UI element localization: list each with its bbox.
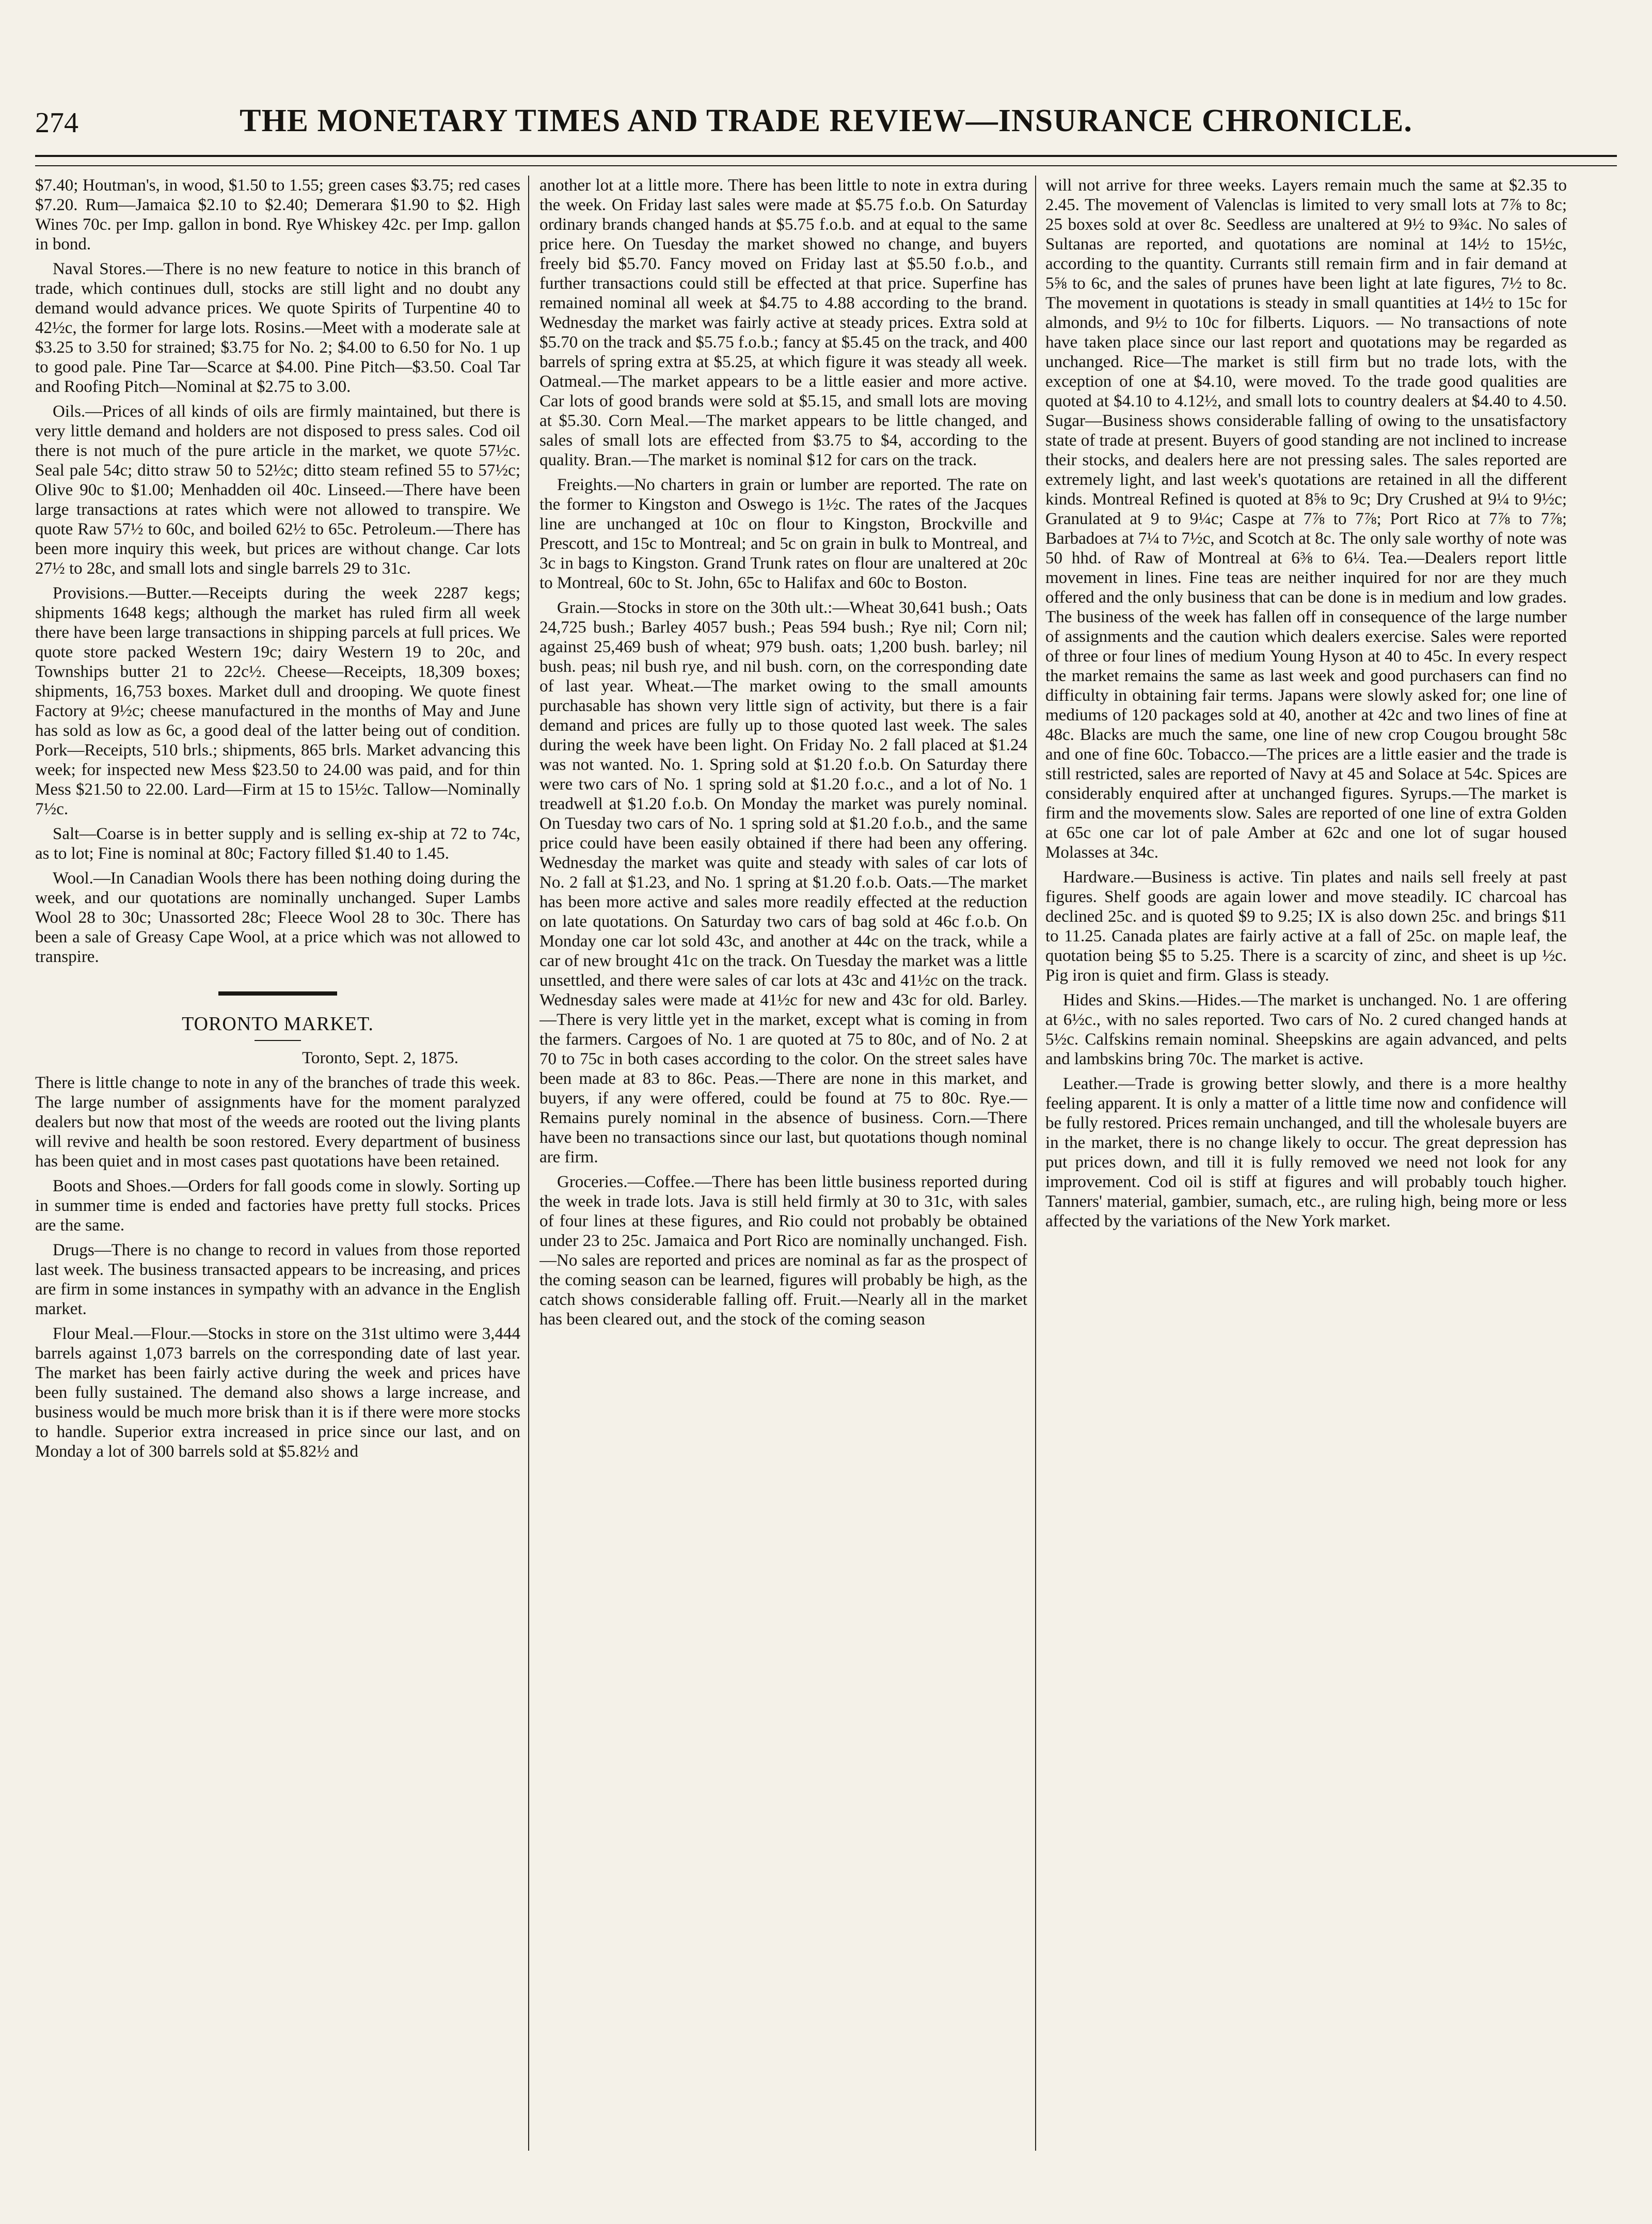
- section-divider: [218, 991, 337, 996]
- paragraph-freights: Freights.—No charters in grain or lumber are reported. The rate on the former to Kingston and Oswego is 1½c. The rates of the Jacques line are unchanged at 10c on flour to Kingston, Brockville and Prescott, and 15c to Montreal; and 5c on grain in bulk to Montreal, and 3c in bags to Kingston. Grand Trunk rates on flour are unaltered at 20c to Montreal, 60c to St. John, 65c to Halifax and 60c to Boston.: [539, 476, 1027, 592]
- paragraph-flour-cont: another lot at a little more. There has been little to note in extra during the week. On Friday last sales were made at $5.75 f.o.b. On Saturday ordinary brands changed hands at $5.75 f.o.b. and at equal to the same price here. On Tuesday the market showed no change, and buyers freely bid $5.70. Fancy moved on Friday last at $5.50 f.o.b., and further transactions could still be effected at that price. Superfine has remained nominal all week at $4.75 to 4.88 according to the brand. Wednesday the market was fairly active at steady prices. Extra sold at $5.70 on the track and $5.75 f.o.b.; fancy at $5.45 on the track, and 400 barrels of spring extra at $5.25, at which figure it was steady all week. Oatmeal.—The market appears to be a little easier and more active. Car lots of good brands were sold at $5.15, and small lots are moving at $5.30. Corn Meal.—The market appears to be little changed, and sales of small lots are effected from $3.75 to $4, according to the quality. Bran.—The market is nominal $12 for cars on the track.: [539, 176, 1027, 469]
- paragraph-grain: Grain.—Stocks in store on the 30th ult.:—Wheat 30,641 bush.; Oats 24,725 bush.; Barley 4057 bush.; Peas 594 bush.; Rye nil; Corn nil; against 25,469 bush of wheat; 979 bush. oats; 1,200 bush. barley; nil bush. peas; nil bush rye, and nil bush. corn, on the corresponding date of last year. Wheat.—The market owing to the small amounts purchasable has shown very little sign of activity, but there is a fair demand and prices are fully up to those quoted last week. The sales during the week have been light. On Friday No. 2 fall placed at $1.24 was not wanted. No. 1. Spring sold at $1.20 f.o.b. On Saturday there were two cars of No. 1 spring sold at $1.20 f.o.c., and a lot of No. 1 treadwell at $1.20 f.o.b. On Monday the market was purely nominal. On Tuesday two cars of No. 1 spring sold at $1.20 f.o.b., and the same price could have been easily obtained if there had been any offering. Wednesday the market was quite and steady with sales of car lots of No. 2 fall at $1.23, and No. 1 spring at $1.20 f.o.b. Oats.—The market has been more active and sales more readily effected at the reduction on late quotations. On Saturday two cars of bag sold at 46c f.o.b. On Monday one car lot sold 43c, and another at 44c on the track, while a car of new brought 41c on the track. On Tuesday the market was a little unsettled, and there were sales of car lots at 43c and 41½c on the track. Wednesday sales were made at 41½c for new and 43c for old. Barley.—There is very little yet in the market, except what is coming in from the farmers. Cargoes of No. 1 are quoted at 75 to 80c, and of No. 2 at 70 to 75c in both cases according to the color. On the street sales have been made at 83 to 86c. Peas.—There are none in this market, and buyers, if any were offered, could be found at 75 to 80c. Rye.—Remains purely nominal in the absence of business. Corn.—There have been no transactions since our last, but quotations though nominal are firm.: [539, 598, 1027, 1166]
- column-3: [1045, 176, 1567, 2158]
- paragraph-naval-stores: Naval Stores.—There is no new feature to notice in this branch of trade, which continues dull, stocks are still light and no doubt any demand would advance prices. We quote Spirits of Turpentine 40 to 42½c, the former for large lots. Rosins.—Meet with a moderate sale at $3.25 to 3.50 for strained; $3.75 for No. 2; $4.00 to 6.50 for No. 1 up to good pale. Pine Tar—Scarce at $4.00. Pine Pitch—$3.50. Coal Tar and Roofing Pitch—Nominal at $2.75 to 3.00.: [35, 260, 520, 396]
- paragraph-salt: Salt—Coarse is in better supply and is selling ex-ship at 72 to 74c, as to lot; Fine is nominal at 80c; Factory filled $1.40 to 1.45.: [35, 825, 520, 863]
- paragraph-leather: Leather.—Trade is growing better slowly, and there is a more healthy feeling apparent. It is only a matter of a little time now and confidence will be fully restored. Prices remain unchanged, and till the wholesale buyers are in the market, there is no change likely to occur. The great depression has put prices down, and till it is fully removed we need not look for any improvement. Cod oil is stiff at figures and will probably touch higher. Tanners' material, gambier, sumach, etc., are ruling high, being more or less affected by the variations of the New York market.: [1045, 1075, 1567, 1231]
- paragraph-boots-shoes: Boots and Shoes.—Orders for fall goods come in slowly. Sorting up in summer time is ended and factories have pretty full stocks. Prices are the same.: [35, 1177, 520, 1235]
- paragraph-hides-skins: Hides and Skins.—Hides.—The market is unchanged. No. 1 are offering at 6½c., with no sales reported. Two cars of No. 2 cured changed hands at 5½c. Calfskins remain nominal. Sheepskins are again advanced, and pelts and lambskins bring 70c. The market is active.: [1045, 991, 1567, 1068]
- paragraph-hardware: Hardware.—Business is active. Tin plates and nails sell freely at past figures. Shelf goods are again lower and move steadily. IC charcoal has declined 25c. and is quoted $9 to 9.25; IX is also down 25c. and brings $11 to 11.25. Canada plates are fairly active at a fall of 25c. on maple leaf, the quotation being $5 to 5.25. There is a scarcity of zinc, and sheet is up ½c. Pig iron is quiet and firm. Glass is steady.: [1045, 868, 1567, 985]
- dateline: Toronto, Sept. 2, 1875.: [302, 1049, 458, 1067]
- paragraph-provisions: Provisions.—Butter.—Receipts during the week 2287 kegs; shipments 1648 kegs; although the market has ruled firm all week there have been large transactions in shipping parcels at full prices. We quote store packed Western 19c; dairy Western 19 to 20c, and Townships butter 21 to 22c½. Cheese—Receipts, 18,309 boxes; shipments, 16,753 boxes. Market dull and drooping. We quote finest Factory at 9½c; cheese manufactured in the months of May and June has sold as low as 6c, a good deal of the latter being out of condition. Pork—Receipts, 510 brls.; shipments, 865 brls. Market advancing this week; for inspected new Mess $23.50 to 24.00 was paid, and for thin Mess $21.50 to 22.00. Lard—Firm at 15 to 15½c. Tallow—Nominally 7½c.: [35, 584, 520, 818]
- section-title: TORONTO MARKET.: [182, 1013, 374, 1035]
- header-rule-thin: [35, 165, 1617, 166]
- paragraph-oils: Oils.—Prices of all kinds of oils are firmly maintained, but there is very little demand and holders are not disposed to press sales. Cod oil there is not much of the pure article in the market, we quote 57½c. Seal pale 54c; ditto straw 50 to 52½c; ditto steam refined 55 to 57½c; Olive 90c to $1.00; Menhadden oil 40c. Linseed.—There have been large transactions at rates which were not allowed to transpire. We quote Raw 57½ to 60c, and boiled 62½ to 65c. Petroleum.—There has been more inquiry this week, but prices are without change. Car lots 27½ to 28c, and small lots and single barrels 29 to 31c.: [35, 402, 520, 578]
- page-number: 274: [35, 107, 78, 139]
- masthead-title: THE MONETARY TIMES AND TRADE REVIEW—INSURANCE CHRONICLE.: [240, 103, 1412, 138]
- paragraph-drugs: Drugs—There is no change to record in values from those reported last week. The business transacted appears to be increasing, and prices are firm in some instances in sympathy with an advance in the English market.: [35, 1241, 520, 1318]
- paragraph-groceries: Groceries.—Coffee.—There has been little business reported during the week in trade lots. Java is still held firmly at 30 to 31c, with sales of four lines at these figures, and Rio could not probably be obtained under 23 to 25c. Jamaica and Port Rico are nominally unchanged. Fish.—No sales are reported and prices are nominal as far as the prospect of the coming season can be learned, figures will probably be high, as the catch shows considerable falling off. Fruit.—Nearly all in the market has been cleared out, and the stock of the coming season: [539, 1173, 1027, 1329]
- column-1: [35, 176, 520, 2158]
- column-2: [539, 176, 1027, 2158]
- header-rule: [35, 155, 1617, 157]
- paragraph: $7.40; Houtman's, in wood, $1.50 to 1.55; green cases $3.75; red cases $7.20. Rum—Jamaica $2.10 to $2.40; Demerara $1.90 to $2. High Wines 70c. per Imp. gallon in bond. Rye Whiskey 42c. per Imp. gallon in bond.: [35, 176, 520, 254]
- paragraph-intro: There is little change to note in any of the branches of trade this week. The large number of assignments have for the moment paralyzed dealers but now that most of the weeds are rooted out the living plants will revive and health be soon restored. Every department of business has been quiet and in most cases past quotations have been retained.: [35, 1074, 520, 1171]
- column-divider: [1035, 176, 1036, 2151]
- paragraph-flour-meal: Flour Meal.—Flour.—Stocks in store on the 31st ultimo were 3,444 barrels against 1,073 barrels on the corresponding date of last year. The market has been fairly active during the week and prices have been fully sustained. The demand also shows a large increase, and business would be much more brisk than it is if there were more stocks to handle. Superior extra increased in price since our last, and on Monday a lot of 300 barrels sold at $5.82½ and: [35, 1324, 520, 1461]
- column-divider: [528, 176, 529, 2151]
- title-underline: [255, 1040, 301, 1041]
- paragraph-wool: Wool.—In Canadian Wools there has been nothing doing during the week, and our quotations are nominally unchanged. Super Lambs Wool 28 to 30c; Unassorted 28c; Fleece Wool 28 to 30c. There has been a sale of Greasy Cape Wool, at a price which was not allowed to transpire.: [35, 869, 520, 966]
- paragraph-groceries-cont: will not arrive for three weeks. Layers remain much the same at $2.35 to 2.45. The movement of Valenclas is limited to very small lots at 7⅞ to 8c; 25 boxes sold at over 8c. Seedless are unaltered at 9½ to 9¾c. No sales of Sultanas are reported, and quotations are nominal at 14½ to 15½c, according to the quantity. Currants still remain firm and in fair demand at 5⅝ to 6c, and the sales of prunes have been light at late figures, 7½ to 8c. The movement in quotations is steady in small quantities at 14½ to 15c for almonds, and 9½ to 10c for filberts. Liquors. — No transactions of note have taken place since our last report and quotations may be regarded as unchanged. Rice—The market is still firm but no trade lots, with the exception of one at $4.10, were moved. To the trade good qualities are quoted at $4.10 to 4.12½, and small lots to country dealers at $4.40 to 4.50. Sugar—Business shows considerable falling of owing to the unsatisfactory state of trade at present. Buyers of good standing are not inclined to increase their stocks, and dealers here are not pressing sales. The sales reported are extremely light, and last week's quotations are retained in all the different kinds. Montreal Refined is quoted at 8⅝ to 9c; Dry Crushed at 9¼ to 9½c; Granulated at 9 to 9¼c; Caspe at 7⅞ to 7⅞; Port Rico at 7⅞ to 7⅞; Barbadoes at 7¼ to 7½c, and Scotch at 8c. The only sale worthy of note was 50 hhd. of Raw of Montreal at 6⅜ to 6¼. Tea.—Dealers report little movement in lines. Fine teas are neither inquired for nor are they much offered and the only business that can be done is in medium and low grades. The business of the week has fallen off in consequence of the large number of assignments and the caution which dealers exercise. Sales were reported of three or four lines of medium Young Hyson at 40 to 45c. In every respect the market remains the same as last week and good purchasers can find no difficulty in obtaining fair terms. Japans were slowly asked for; one line of mediums of 120 packages sold at 40, another at 42c and two lines of fine at 48c. Blacks are much the same, one line of new crop Cougou brought 58c and one of fine 60c. Tobacco.—The prices are a little easier and the trade is still restricted, sales are reported of Navy at 45 and Solace at 54c. Spices are considerably enquired after at unchanged figures. Syrups.—The market is firm and the movements slow. Sales are reported of one line of extra Golden at 65c one car lot of pale Amber at 62c and one lot of sugar housed Molasses at 34c.: [1045, 176, 1567, 862]
